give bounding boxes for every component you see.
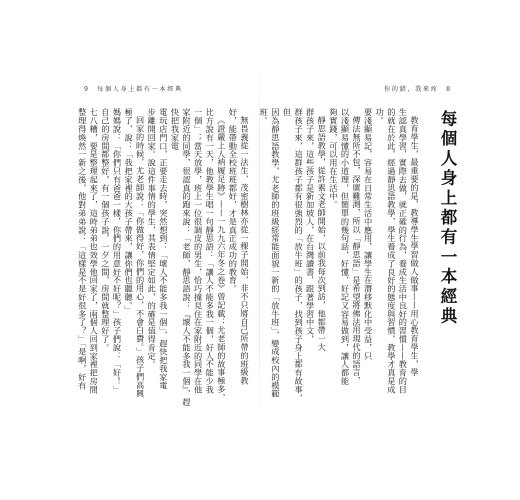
text-column: 好，能帶動全校班班都好，才是真正成功的教育。 (228, 108, 239, 293)
text-column: 的就在於此，經過靜思語教學，學生養成了良好的態度與習慣，教學才真是成功。 (375, 108, 397, 394)
text-column: 因為靜思語教學，尤老師的班級經常能面貌一新的「放牛班」，變成校內的模範班。 (259, 108, 281, 398)
text-column: 群孩子來，這群孩子都有很強烈的「放牛班」的孩子，找到孩子身上都有故事，但 (282, 108, 305, 402)
text-column: 無畏義從一法生，茂密樹林亦從一棵子開始，非不只將自己所帶的班級教 (240, 116, 250, 385)
text-column: 自己的房間都整好，有一個孩子說，一夕之間，房間就整理好了。 (100, 108, 111, 352)
text-column: 傳法無所不包，深廣難測，所以「靜思語」是希望將佛法用現代的語言， (352, 116, 363, 385)
text-column: 生認真學習，實際去做，就正確的行為，養成生活中良好的習慣——教育的目 (398, 108, 409, 394)
text-column: 要淺顯易記，容易在日常生活中應用，讓學生在潛移默化中受益，只 (363, 108, 374, 360)
text-column: 回家的時候，尤老師說：「你做得好，你們的用心，不會白費。」孩子們高興 (135, 116, 146, 398)
text-column: 比方說有一天，他教學生唱一句靜思語：「讓人不能多我一個，好人不能少我 (205, 108, 216, 394)
left-running-head (84, 84, 183, 93)
text-column: 夠實踐，可以用在生活中。 (328, 108, 339, 209)
text-column: 一個」；當天放學，班上一位很調皮的男生，恰巧撞見住在家附近的同學在他 (193, 108, 204, 394)
text-column: 家附近的同學，很認真的跑來說：「老師，靜思語說：『壞人不能多我一個』，趕快把我家電 (170, 108, 193, 407)
text-column: 靜思語教學，從許素文老師開始，以前我每次到訪，他都帶一大 (317, 116, 328, 352)
text-column: 電玩店門口，正要走去時，突然想到：「壞人不能多我一個」，趕快把我家電 (158, 108, 169, 390)
text-column: 七八糟，要是整理起來了，這時弟弟也效學他回家了，兩個人回到家裡把房間 (89, 108, 100, 394)
text-column: 《證嚴上人衲履足跡》——一九九六年冬之卷》曾記載：尤老師的故事極多， (216, 116, 227, 402)
left-running-head-text: 每個人身上都有一本經典 (97, 86, 183, 93)
right-page-body (259, 108, 420, 408)
right-page-number: 8 (446, 86, 452, 93)
chapter-title: 每個人身上都有一本經典 (438, 110, 457, 327)
text-column: 整理得煥然一新之後，他對弟弟說：「這樣是不是好很多了？」「是啊，好有 (77, 108, 88, 390)
text-column: 極了，說：「我把家裡的大孩子帶來，讓你們也聽聽。」 (124, 108, 135, 314)
text-column: 步離開回家。說這件事情的學生，其表情堅定如此，的確是值得肯定。 (147, 108, 158, 369)
left-page-body (77, 108, 250, 408)
text-column: 教育學生，最重要的是，教導學生學習做人做事——用心教育學生，學 (410, 116, 420, 377)
text-column: 媽媽說：「你們只有爸爸一樣，你們的用意好不好呢？」孩子們說：「好！」 (112, 108, 123, 394)
right-running-head-text: 你的錯，我來疼 (384, 86, 439, 93)
left-page-number: 9 (84, 86, 90, 93)
text-column: 群孩子來，這些孩子是新加坡人，在台灣讀書，跟著學習中文， (305, 108, 316, 344)
text-column: 以淺顯易懂的小道理，但簡單的幾句話，好懂、好記又容易做到，讓人都能 (340, 108, 351, 386)
right-running-head (384, 84, 452, 93)
